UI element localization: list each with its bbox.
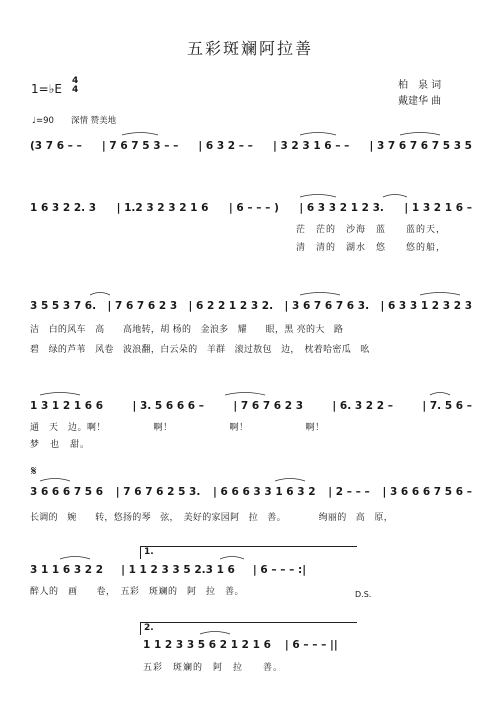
- measure: | 7 6 7 6 2 5 3.: [115, 486, 201, 498]
- measure: | 2 – – –: [328, 486, 370, 498]
- slur: [300, 293, 340, 296]
- second-ending-bracket: 2.: [140, 622, 357, 635]
- dal-segno-marking: D.S.: [355, 590, 372, 599]
- measure: | 6 – – – :|: [252, 564, 307, 576]
- tempo-marking: ♩=90 深情 赞美地: [32, 116, 117, 126]
- lyric-line: 清 清的 湖水 悠 悠的船，: [296, 243, 447, 253]
- measure: | 6 – – – ||: [284, 639, 338, 651]
- measure: | 7 6 7 6 2 3: [233, 400, 304, 412]
- measure: 3 6 6 6 7 5 6: [30, 486, 104, 498]
- measure: (3 7 6 – –: [30, 140, 82, 152]
- lyric-line: 醉人的 画 卷， 五彩 斑斓的 阿 拉 善。: [30, 587, 245, 597]
- slur: [90, 293, 110, 296]
- measure: 1 6 3 2 2. 3: [30, 202, 97, 214]
- slur: [420, 293, 460, 296]
- measure: | 7 6 7 6 2 3: [107, 300, 178, 312]
- system-1: [30, 138, 472, 154]
- lyric-line: 茫 茫的 沙海 蓝 蓝的天，: [296, 225, 447, 235]
- measure: | 3 7 6 7 6 7 5 3 5: [369, 140, 472, 152]
- lyric-line: 碧 绿的芦苇 风卷 波浪翻，白云朵的 羊群 滚过敖包 边， 枕着哈密瓜 吆: [30, 345, 370, 355]
- measure: | 6 2 2 1 2 3 2.: [188, 300, 274, 312]
- lyric-line: 五彩 斑斓的 阿 拉 善。: [143, 663, 284, 673]
- slur: [300, 133, 336, 136]
- measure: | 1.2 3 2 3 2 1 6: [116, 202, 209, 214]
- lyric-line: 通 天 边。啊！ 啊！ 啊！ 啊！: [30, 423, 325, 433]
- slur: [60, 557, 90, 560]
- composer-credit: 戴建华 曲: [398, 96, 442, 107]
- measure: | 6 3 2 – –: [198, 140, 253, 152]
- measure: | 6 3 3 2 1 2 3.: [299, 202, 384, 214]
- measure: | 7 6 7 5 3 – –: [101, 140, 179, 152]
- measure: | 6 – – – ): [228, 202, 279, 214]
- measure: 1 1 2 3 3 5 6 2 1 2 1 6: [143, 639, 271, 651]
- system-6: [30, 562, 360, 578]
- slur: [400, 133, 440, 136]
- measure: | 1 1 2 3 3 5 2.3 1 6: [121, 564, 235, 576]
- segno-sign: 𝄋: [31, 464, 37, 479]
- slur: [225, 393, 265, 396]
- lyric-line: 洁 白的风车 高 高地转，胡 杨的 金浪多 耀 眼，黑 亮的大 路: [30, 325, 344, 335]
- measure: | 6 3 3 1 2 3 2 3: [380, 300, 472, 312]
- slur: [300, 195, 336, 198]
- first-ending-bracket: 1.: [140, 546, 357, 559]
- measure: 3 1 1 6 3 2 2: [30, 564, 104, 576]
- slur: [122, 133, 158, 136]
- slur: [430, 393, 450, 396]
- slur: [383, 195, 407, 198]
- lyricist-credit: 柏 泉 词: [398, 80, 442, 91]
- measure: | 6. 3 2 2 –: [332, 400, 393, 412]
- measure: 1 3 1 2 1 6 6: [30, 400, 104, 412]
- slur: [40, 393, 80, 396]
- time-signature: 4 4: [72, 76, 79, 95]
- measure: | 3. 5 6 6 6 –: [132, 400, 205, 412]
- lyric-line: 梦 也 甜。: [30, 440, 91, 450]
- measure: | 7. 5 6 –: [422, 400, 472, 412]
- measure: | 1 3 2 1 6 –: [404, 202, 472, 214]
- lyric-line: 长调的 婉 转，悠扬的琴 弦， 美好的家园阿 拉 善。 绚丽的 高 原，: [30, 513, 394, 523]
- system-4: [30, 398, 472, 414]
- key-signature: 1=♭E: [31, 82, 62, 96]
- slur: [275, 479, 305, 482]
- song-title: 五彩斑斓阿拉善: [186, 39, 313, 58]
- measure: | 6 6 6 3 3 1 6 3 2: [213, 486, 316, 498]
- system-2: [30, 200, 472, 216]
- measure: | 3 6 6 6 7 5 6 –: [382, 486, 472, 498]
- system-3: [30, 298, 472, 314]
- system-5: [30, 484, 472, 500]
- measure: 3 5 5 3 7 6.: [30, 300, 97, 312]
- second-ending-line: [143, 637, 338, 653]
- measure: | 3 6 7 6 7 6 3.: [284, 300, 370, 312]
- measure: | 3 2 3 1 6 – –: [272, 140, 350, 152]
- slur: [40, 479, 70, 482]
